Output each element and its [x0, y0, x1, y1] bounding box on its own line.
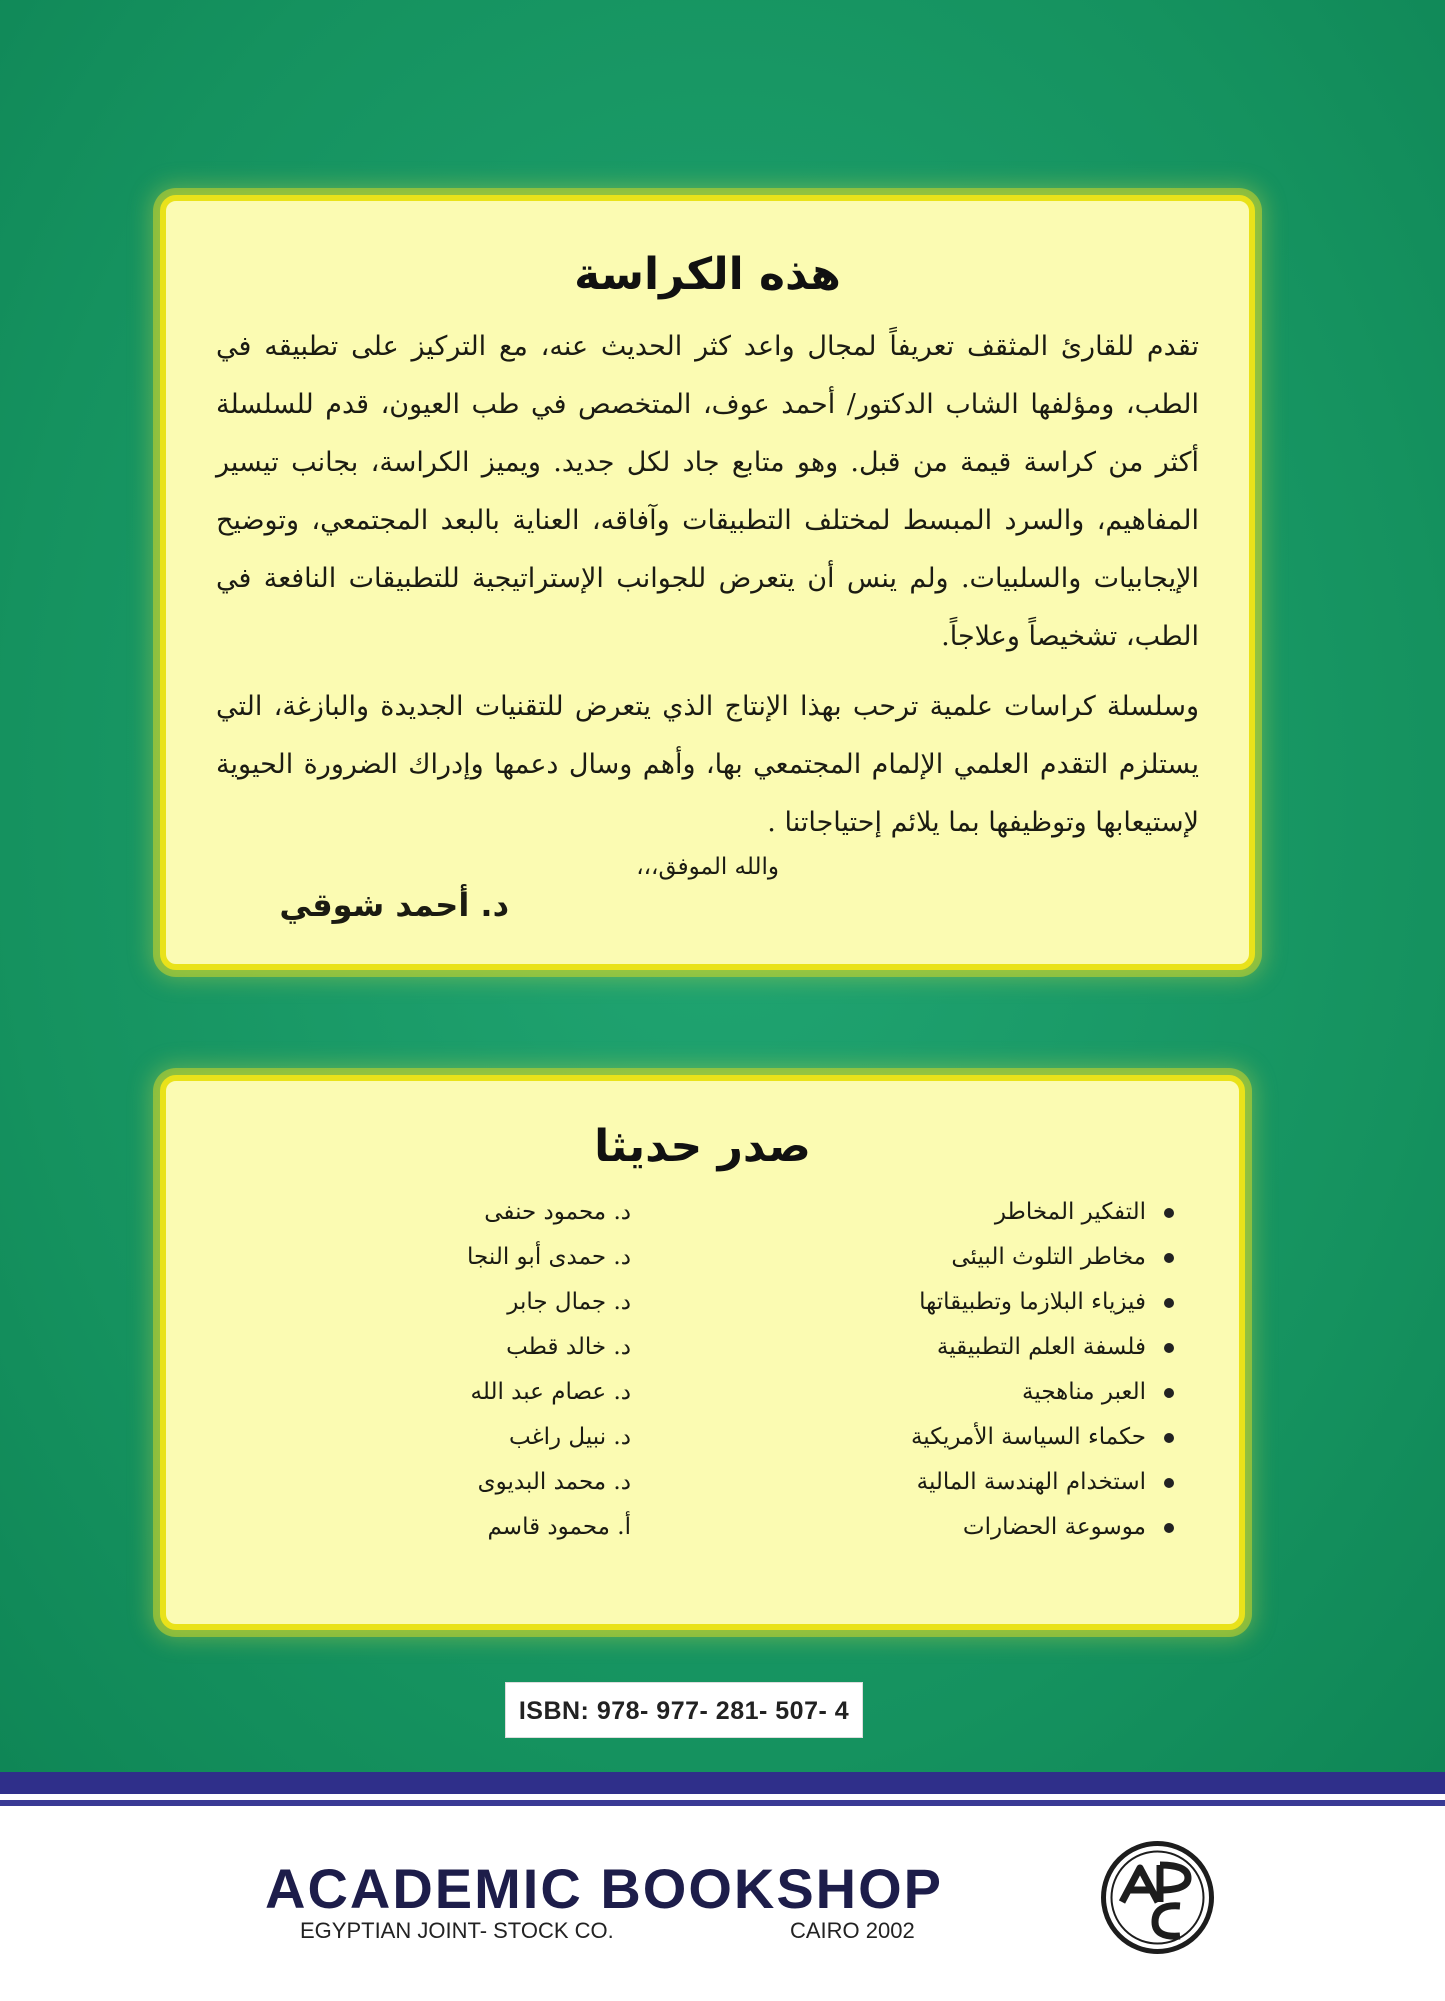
closing-line: والله الموفق،،،	[636, 854, 779, 880]
titles-list	[854, 1190, 1174, 1550]
list-item	[854, 1325, 1174, 1370]
bullet-dot-icon	[1164, 1478, 1174, 1488]
book-author: د. عصام عبد الله	[470, 1379, 631, 1405]
list-item	[854, 1235, 1174, 1280]
book-title: فيزياء البلازما وتطبيقاتها	[919, 1289, 1146, 1315]
book-title: استخدام الهندسة المالية	[916, 1469, 1146, 1495]
list-item	[854, 1415, 1174, 1460]
blue-band	[0, 1772, 1445, 1794]
book-title: موسوعة الحضارات	[962, 1514, 1146, 1540]
book-author: د. محمد البديوى	[477, 1469, 631, 1495]
book-author: د. محمود حنفى	[484, 1199, 631, 1225]
book-author: د. حمدى أبو النجا	[467, 1244, 631, 1270]
book-author: د. خالد قطب	[506, 1334, 631, 1360]
about-paragraph-1: تقدم للقارئ المثقف تعريفاً لمجال واعد كثر الحديث عنه، مع التركيز على تطبيقه في الطب، ومؤلفها الشاب الدكتور/ أحمد عوف، المتخصص في طب العيون، قدم للسلسلة أكثر من كراسة قيمة من قبل. وهو متابع جاد لكل جديد. ويميز الكراسة، بجانب تيسير المفاهيم، والسرد المبسط لمختلف التطبيقات وآفاقه، العناية بالبعد المجتمعي، وتوضيح الإيجابيات والسلبيات. ولم ينس أن يتعرض للجوانب الإستراتيجية للتطبيقات النافعة في الطب، تشخيصاً وعلاجاً.	[216, 331, 1199, 652]
bullet-dot-icon	[1164, 1208, 1174, 1218]
signature: د. أحمد شوقي	[279, 886, 509, 924]
publisher-name: ACADEMIC BOOKSHOP	[265, 1857, 944, 1920]
bullet-dot-icon	[1164, 1433, 1174, 1443]
publisher-city-year: CAIRO 2002	[790, 1918, 915, 1943]
bullet-dot-icon	[1164, 1523, 1174, 1533]
recent-columns	[221, 1190, 1184, 1550]
recent-heading: صدر حديثا	[594, 1121, 811, 1172]
book-author: أ. محمود قاسم	[487, 1514, 631, 1540]
book-title: مخاطر التلوث البيئى	[951, 1244, 1146, 1270]
bullet-dot-icon	[1164, 1343, 1174, 1353]
book-author: د. جمال جابر	[507, 1289, 631, 1315]
isbn-label: ISBN: 978- 977- 281- 507- 4	[505, 1682, 863, 1738]
list-item	[854, 1460, 1174, 1505]
about-paragraph-2: وسلسلة كراسات علمية ترحب بهذا الإنتاج الذي يتعرض للتقنيات الجديدة والبازغة، التي يستلزم التقدم العلمي الإلمام المجتمعي بها، وأهم وسال دعمها وإدراك الضرورة الحيوية لإستيعابها وتوظيفها بما يلائم إحتياجاتنا .	[216, 691, 1199, 838]
recent-publications-panel	[160, 1075, 1245, 1630]
book-title: التفكير المخاطر	[994, 1199, 1146, 1225]
apc-logo-icon	[1100, 1840, 1215, 1955]
about-panel	[160, 195, 1255, 970]
list-item	[854, 1505, 1174, 1550]
list-item	[854, 1370, 1174, 1415]
list-item	[854, 1280, 1174, 1325]
bullet-dot-icon	[1164, 1298, 1174, 1308]
book-title: حكماء السياسة الأمريكية	[910, 1424, 1146, 1450]
authors-list	[371, 1190, 631, 1550]
about-heading: هذه الكراسة	[574, 249, 841, 300]
publisher-company: EGYPTIAN JOINT- STOCK CO.	[300, 1918, 614, 1943]
bullet-dot-icon	[1164, 1253, 1174, 1263]
book-title: العبر مناهجية	[1022, 1379, 1146, 1405]
book-author: د. نبيل راغب	[509, 1424, 631, 1450]
book-title: فلسفة العلم التطبيقية	[936, 1334, 1146, 1360]
bullet-dot-icon	[1164, 1388, 1174, 1398]
list-item	[854, 1190, 1174, 1235]
